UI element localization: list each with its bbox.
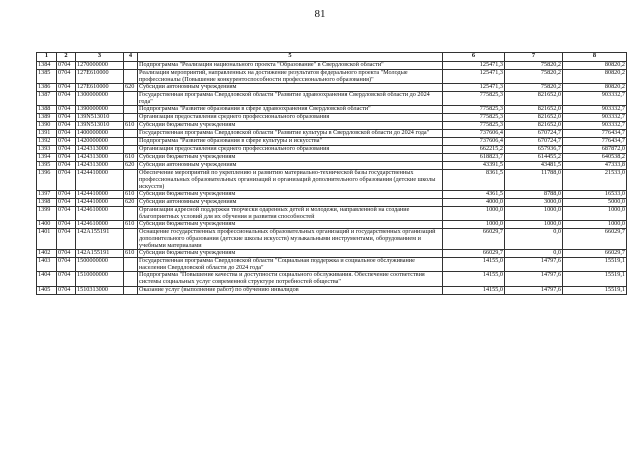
amount-year-3: 21533,0 (563, 170, 627, 191)
section-code: 0704 (57, 221, 76, 229)
row-number: 1395 (37, 162, 57, 170)
row-name: Организация адресной поддержки творчески одаренных детей и молодежи, направленной на создание благоприятных условий для их обучения и развития способностей (138, 207, 443, 221)
amount-year-3: 5000,0 (563, 199, 627, 207)
amount-year-1: 618823,7 (443, 154, 505, 162)
section-code: 0704 (57, 70, 76, 84)
page-number: 81 (314, 8, 326, 20)
row-number: 1386 (37, 84, 57, 92)
expense-type (124, 272, 138, 286)
amount-year-3: 80820,2 (563, 70, 627, 84)
header-cell: 2 (57, 53, 76, 62)
target-code: 1424313000 (76, 162, 124, 170)
section-code: 0704 (57, 199, 76, 207)
row-number: 1387 (37, 92, 57, 106)
section-code: 0704 (57, 162, 76, 170)
target-code: 1420000000 (76, 138, 124, 146)
amount-year-1: 8361,5 (443, 170, 505, 191)
section-code: 0704 (57, 207, 76, 221)
amount-year-1: 775825,3 (443, 122, 505, 130)
header-cell: 4 (124, 53, 138, 62)
row-name: Организация предоставления среднего профессионального образования (138, 114, 443, 122)
row-number: 1388 (37, 106, 57, 114)
expense-type (124, 286, 138, 294)
row-number: 1397 (37, 191, 57, 199)
target-code: 127E610000 (76, 84, 124, 92)
section-code: 0704 (57, 114, 76, 122)
table-row (37, 258, 627, 272)
section-code: 0704 (57, 191, 76, 199)
amount-year-3: 903332,7 (563, 106, 627, 114)
target-code: 1424410000 (76, 191, 124, 199)
target-code: 1424410000 (76, 170, 124, 191)
amount-year-3: 15519,1 (563, 286, 627, 294)
row-number: 1403 (37, 258, 57, 272)
row-name: Оказание услуг (выполнение работ) по обучению инвалидов (138, 286, 443, 294)
row-number: 1401 (37, 229, 57, 250)
expense-type (124, 92, 138, 106)
row-number: 1392 (37, 138, 57, 146)
section-code: 0704 (57, 272, 76, 286)
section-code: 0704 (57, 250, 76, 258)
row-name: Государственная программа Свердловской области "Социальная поддержка и социальное обслуживание населения Свердловской области до 2024 года" (138, 258, 443, 272)
amount-year-1: 125471,3 (443, 70, 505, 84)
row-name: Подпрограмма "Развитие образования в сфере здравоохранения Свердловской области" (138, 106, 443, 114)
row-name: Государственная программа Свердловской области "Развитие культуры в Свердловской области до 2024 года" (138, 130, 443, 138)
section-code: 0704 (57, 130, 76, 138)
header-cell: 5 (138, 53, 443, 62)
amount-year-3: 16533,0 (563, 191, 627, 199)
row-name: Подпрограмма "Развитие образования в сфере культуры и искусства" (138, 138, 443, 146)
row-name: Субсидии бюджетным учреждениям (138, 122, 443, 130)
amount-year-2: 8788,0 (505, 191, 563, 199)
target-code: 1390000000 (76, 106, 124, 114)
amount-year-2: 3000,0 (505, 199, 563, 207)
section-code: 0704 (57, 154, 76, 162)
expense-type (124, 138, 138, 146)
amount-year-1: 737606,4 (443, 138, 505, 146)
budget-table (36, 52, 627, 295)
row-name: Субсидии бюджетным учреждениям (138, 250, 443, 258)
section-code: 0704 (57, 170, 76, 191)
expense-type (124, 70, 138, 84)
section-code: 0704 (57, 286, 76, 294)
header-cell: 6 (443, 53, 505, 62)
row-name: Обеспечение мероприятий по укреплению и развитию материально-технической базы государственных профессиональных образовательных организаций и организаций дополнительного образования (детские школы искусств) (138, 170, 443, 191)
amount-year-3: 903332,7 (563, 122, 627, 130)
amount-year-3: 15519,1 (563, 258, 627, 272)
section-code: 0704 (57, 92, 76, 106)
row-number: 1398 (37, 199, 57, 207)
amount-year-3: 776434,7 (563, 130, 627, 138)
header-cell: 3 (76, 53, 124, 62)
amount-year-2: 1000,0 (505, 221, 563, 229)
amount-year-1: 43391,5 (443, 162, 505, 170)
row-name: Субсидии бюджетным учреждениям (138, 191, 443, 199)
row-number: 1400 (37, 221, 57, 229)
target-code: 142A155191 (76, 250, 124, 258)
target-code: 1424313000 (76, 154, 124, 162)
amount-year-2: 1000,0 (505, 207, 563, 221)
amount-year-3: 903332,7 (563, 114, 627, 122)
expense-type: 610 (124, 154, 138, 162)
expense-type (124, 207, 138, 221)
expense-type: 610 (124, 122, 138, 130)
amount-year-3: 1000,0 (563, 221, 627, 229)
table-row (37, 92, 627, 106)
target-code: 1424410000 (76, 199, 124, 207)
row-name: Реализация мероприятий, направленных на достижение результатов федерального проекта "Молодые профессионалы (Повышение конкурентоспособности профессионального образования)" (138, 70, 443, 84)
amount-year-3: 15519,1 (563, 272, 627, 286)
target-code: 142A155191 (76, 229, 124, 250)
amount-year-2: 0,0 (505, 250, 563, 258)
amount-year-2: 657936,7 (505, 146, 563, 154)
row-number: 1402 (37, 250, 57, 258)
target-code: 1510313000 (76, 286, 124, 294)
amount-year-2: 11788,0 (505, 170, 563, 191)
expense-type (124, 258, 138, 272)
row-name: Субсидии бюджетным учреждениям (138, 154, 443, 162)
expense-type: 620 (124, 162, 138, 170)
amount-year-2: 821652,0 (505, 106, 563, 114)
section-code: 0704 (57, 138, 76, 146)
table-row (37, 229, 627, 250)
expense-type: 610 (124, 221, 138, 229)
expense-type (124, 170, 138, 191)
row-name: Субсидии автономным учреждениям (138, 199, 443, 207)
target-code: 1424610000 (76, 207, 124, 221)
amount-year-3: 640538,2 (563, 154, 627, 162)
header-cell: 1 (37, 53, 57, 62)
amount-year-1: 737606,4 (443, 130, 505, 138)
target-code: 1300000000 (76, 92, 124, 106)
row-number: 1384 (37, 62, 57, 70)
amount-year-1: 662215,2 (443, 146, 505, 154)
target-code: 1500000000 (76, 258, 124, 272)
amount-year-1: 4361,5 (443, 191, 505, 199)
table-row (37, 286, 627, 294)
amount-year-3: 687872,0 (563, 146, 627, 154)
section-code: 0704 (57, 122, 76, 130)
amount-year-1: 125471,3 (443, 84, 505, 92)
amount-year-3: 80820,2 (563, 84, 627, 92)
amount-year-3: 66029,7 (563, 229, 627, 250)
section-code: 0704 (57, 62, 76, 70)
row-number: 1394 (37, 154, 57, 162)
row-name: Субсидии автономным учреждениям (138, 84, 443, 92)
section-code: 0704 (57, 106, 76, 114)
amount-year-1: 775825,3 (443, 114, 505, 122)
row-number: 1390 (37, 122, 57, 130)
amount-year-2: 43481,5 (505, 162, 563, 170)
table-row (37, 70, 627, 84)
row-name: Субсидии бюджетным учреждениям (138, 221, 443, 229)
amount-year-3: 47333,8 (563, 162, 627, 170)
target-code: 1424610000 (76, 221, 124, 229)
header-cell: 7 (505, 53, 563, 62)
target-code: 139N513010 (76, 122, 124, 130)
row-number: 1399 (37, 207, 57, 221)
amount-year-1: 125471,3 (443, 62, 505, 70)
table-row (37, 207, 627, 221)
table-row (37, 170, 627, 191)
expense-type: 610 (124, 250, 138, 258)
amount-year-2: 670724,7 (505, 130, 563, 138)
amount-year-1: 14155,0 (443, 272, 505, 286)
expense-type: 620 (124, 199, 138, 207)
section-code: 0704 (57, 229, 76, 250)
table-row (37, 272, 627, 286)
target-code: 1270000000 (76, 62, 124, 70)
amount-year-2: 821652,0 (505, 114, 563, 122)
amount-year-1: 4000,0 (443, 199, 505, 207)
amount-year-1: 775825,3 (443, 92, 505, 106)
amount-year-1: 66029,7 (443, 250, 505, 258)
amount-year-2: 75820,2 (505, 84, 563, 92)
row-name: Оснащение государственных профессиональных образовательных организаций и государственных организаций дополнительного образования (детские школы искусств) музыкальными инструментами, оборудованием и учебными материалами (138, 229, 443, 250)
amount-year-3: 1000,0 (563, 207, 627, 221)
row-number: 1391 (37, 130, 57, 138)
amount-year-2: 75820,2 (505, 70, 563, 84)
row-number: 1393 (37, 146, 57, 154)
expense-type (124, 106, 138, 114)
amount-year-2: 75820,2 (505, 62, 563, 70)
row-name: Организация предоставления среднего профессионального образования (138, 146, 443, 154)
section-code: 0704 (57, 146, 76, 154)
header-cell: 8 (563, 53, 627, 62)
row-name: Подпрограмма "Реализация национального проекта "Образование" в Свердловской области" (138, 62, 443, 70)
expense-type: 610 (124, 191, 138, 199)
amount-year-2: 14797,6 (505, 258, 563, 272)
row-number: 1404 (37, 272, 57, 286)
amount-year-3: 80820,2 (563, 62, 627, 70)
amount-year-1: 775825,3 (443, 106, 505, 114)
row-name: Подпрограмма "Повышение качества и доступности социального обслуживания. Обеспечение соответствия системы социальных услуг современной структуре потребностей общества" (138, 272, 443, 286)
expense-type (124, 62, 138, 70)
amount-year-1: 14155,0 (443, 286, 505, 294)
row-number: 1405 (37, 286, 57, 294)
amount-year-1: 1000,0 (443, 221, 505, 229)
amount-year-2: 14797,6 (505, 272, 563, 286)
row-name: Субсидии автономным учреждениям (138, 162, 443, 170)
target-code: 1510000000 (76, 272, 124, 286)
amount-year-1: 14155,0 (443, 258, 505, 272)
row-name: Государственная программа Свердловской области "Развитие здравоохранения Свердловской области до 2024 года" (138, 92, 443, 106)
amount-year-3: 66029,7 (563, 250, 627, 258)
expense-type (124, 130, 138, 138)
amount-year-3: 776434,7 (563, 138, 627, 146)
row-number: 1389 (37, 114, 57, 122)
amount-year-2: 0,0 (505, 229, 563, 250)
target-code: 1424313000 (76, 146, 124, 154)
amount-year-2: 614455,2 (505, 154, 563, 162)
row-number: 1396 (37, 170, 57, 191)
expense-type: 620 (124, 84, 138, 92)
row-number: 1385 (37, 70, 57, 84)
amount-year-2: 670724,7 (505, 138, 563, 146)
expense-type (124, 229, 138, 250)
amount-year-1: 1000,0 (443, 207, 505, 221)
section-code: 0704 (57, 84, 76, 92)
amount-year-3: 903332,7 (563, 92, 627, 106)
amount-year-2: 821652,0 (505, 122, 563, 130)
amount-year-2: 14797,6 (505, 286, 563, 294)
amount-year-1: 66029,7 (443, 229, 505, 250)
section-code: 0704 (57, 258, 76, 272)
target-code: 139N513010 (76, 114, 124, 122)
target-code: 127E610000 (76, 70, 124, 84)
amount-year-2: 821652,0 (505, 92, 563, 106)
target-code: 1400000000 (76, 130, 124, 138)
